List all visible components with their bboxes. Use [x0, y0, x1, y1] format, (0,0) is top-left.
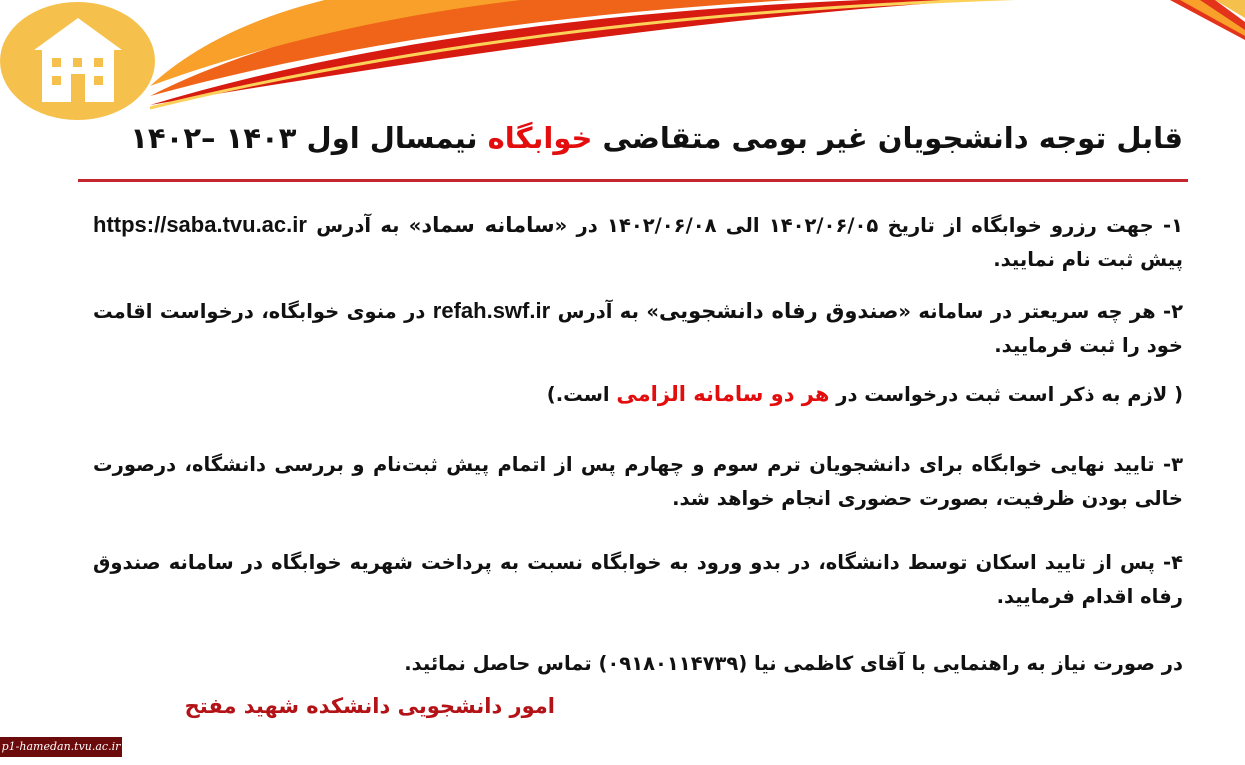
- note-highlight: هر دو سامانه الزامی: [616, 382, 830, 406]
- notice-item-1: ۱- جهت رزرو خوابگاه از تاریخ ۱۴۰۲/۰۶/۰۵ الی ۱۴۰۲/۰۶/۰۸ در «سامانه سماد» به آدرس https://saba.tvu.ac.ir پیش ثبت نام نمایید.: [93, 212, 1183, 271]
- contact-line: در صورت نیاز به راهنمایی با آقای کاظمی نیا (۰۹۱۸۰۱۱۴۷۳۹) تماس حاصل نمائید.: [404, 652, 1183, 675]
- notice-item-2: ۲- هر چه سریعتر در سامانه «صندوق رفاه دانشجویی» به آدرس refah.swf.ir در منوی خوابگاه، درخواست اقامت خود را ثبت فرمایید.: [93, 298, 1183, 357]
- notice-item-4: ۴- پس از تایید اسکان توسط دانشگاه، در بدو ورود به خوابگاه نسبت به پرداخت شهریه خوابگاه در سامانه صندوق رفاه اقدام فرمایید.: [93, 551, 1183, 608]
- logo-badge: [0, 2, 155, 120]
- saba-url[interactable]: https://saba.tvu.ac.ir: [93, 212, 307, 237]
- footer-url-badge[interactable]: p1-hamedan.tvu.ac.ir: [0, 737, 122, 757]
- building-icon: [30, 14, 126, 106]
- header-decoration: [0, 0, 1245, 130]
- signature: امور دانشجویی دانشکده شهید مفتح: [184, 694, 555, 718]
- page-title: قابل توجه دانشجویان غیر بومی متقاضی خوابگاه نیمسال اول ۱۴۰۳ –۱۴۰۲: [130, 121, 1183, 155]
- title-divider: [78, 179, 1188, 182]
- notice-item-3: ۳- تایید نهایی خوابگاه برای دانشجویان ترم سوم و چهارم پس از اتمام پیش ثبت‌نام و بررسی دانشگاه، درصورت خالی بودن ظرفیت، بصورت حضوری انجام خواهد شد.: [93, 453, 1183, 510]
- notice-note: ( لازم به ذکر است ثبت درخواست در هر دو سامانه الزامی است.): [546, 382, 1183, 406]
- title-highlight: خوابگاه: [487, 121, 593, 155]
- refah-url[interactable]: refah.swf.ir: [432, 298, 551, 323]
